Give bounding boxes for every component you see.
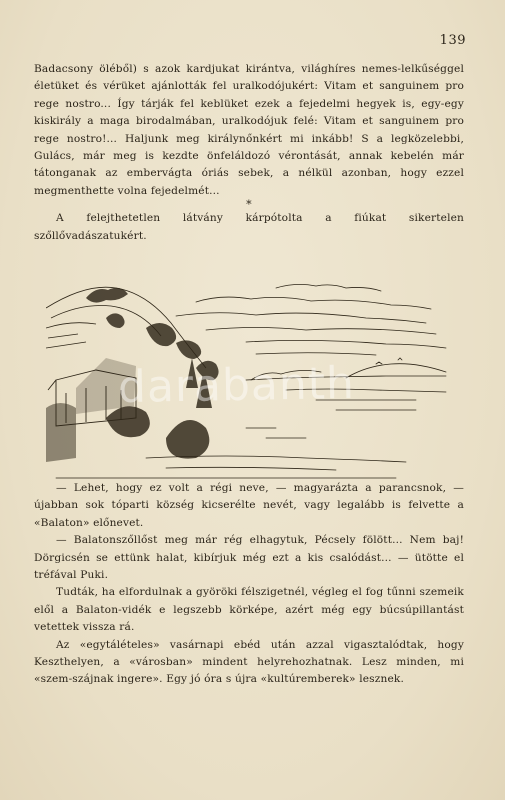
paragraph: — Lehet, hogy ez volt a régi neve, — magyarázta a parancsnok, — újabban sok tóparti község kicserélte nevét, vagy legalább is felvette a «Balaton» előnevet. — [34, 482, 464, 529]
page-number: 139 — [439, 33, 466, 48]
section-separator: * — [246, 198, 252, 212]
text-block-top — [34, 61, 464, 245]
text-block-bottom — [34, 480, 464, 689]
paragraph: Tudták, ha elfordulnak a györöki félszigetnél, végleg el fog tűnni szemeik elől a Balaton-vidék e legszebb körképe, azért még egy búcsúpillantást vetettek vissza rá. — [34, 586, 464, 634]
paragraph: Badacsony öléből) s azok kardjukat kirántva, világhíres nemes-lelkűséggel életüket és vérüket ajánlották fel uralkodójukért: Vitam et sanguinem pro rege nostro... Így tárják fel keblüket ezek a fejedelmi hegyek is, egy-egy kiskirály a maga birodalmában, uralkodójuk felé: Vitam et sanguinem pro rege nostro!... Haljunk meg királynőnkért mi inkább! S a legközelebbi, Gulács, már meg is kezdte önfeláldozó vérontását, annak kebelén már tátonganak az embervágta óriás sebek, a nélkül azonban, hogy ezzel megmenthette volna fejedelmét... — [34, 63, 464, 197]
paragraph: — Balatonszőllőst meg már rég elhagytuk, Pécsely fölött... Nem baj! Dörgicsén se ettünk halat, kibírjuk még ezt a kis csalódást... — ütötte el tréfával Puki. — [34, 534, 464, 582]
paragraph: A felejthetetlen látvány kárpótolta a fiúkat sikertelen szőllővadászatukért. — [34, 212, 464, 242]
watermark: darabanth — [117, 357, 356, 414]
paragraph: Az «egytálételes» vasárnapi ebéd után azzal vigasztalódtak, hogy Keszthelyen, a «városban» mindent helyrehozhatnak. Lesz minden, mi «szem-szájnak ingere». Egy jó óra s újra «kultúremberek» lesznek. — [34, 638, 464, 686]
landscape-illustration — [46, 268, 456, 490]
